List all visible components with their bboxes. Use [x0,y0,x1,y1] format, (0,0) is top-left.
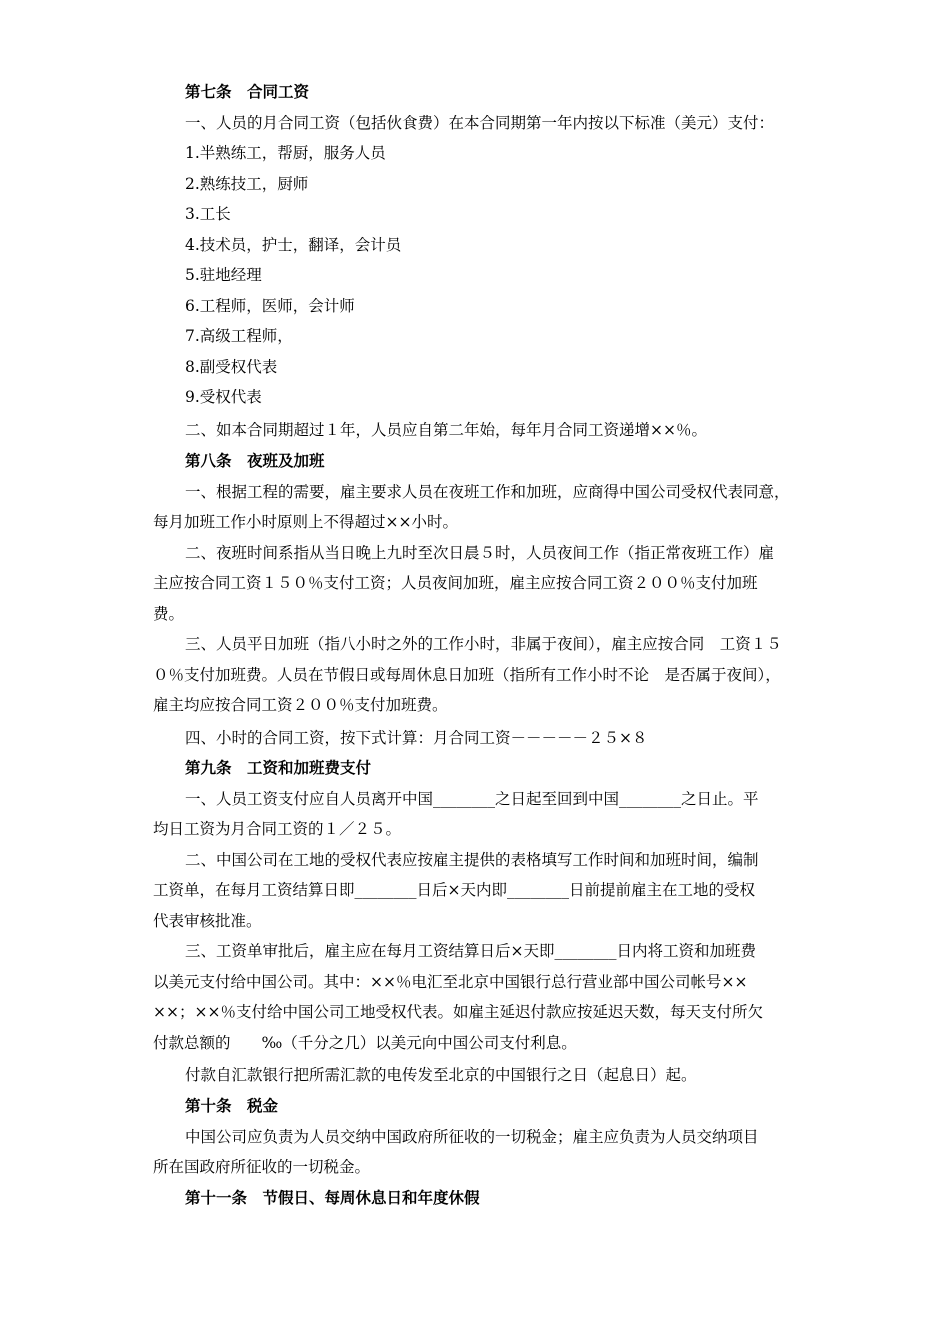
article-9-clause-1-line-1: 一、人员工资支付应自人员离开中国________之日起至回到中国________之日止。平 [185,790,759,808]
list-item: 9.受权代表 [185,388,262,406]
article-9-clause-1-line-2: 均日工资为月合同工资的１／２５。 [153,820,402,838]
article-8-heading: 第八条 夜班及加班 [185,452,325,470]
article-9-clause-2-line-3: 代表审核批准。 [153,912,262,930]
article-8-clause-4: 四、小时的合同工资，按下式计算：月合同工资－－－－－２５×８ [185,729,648,747]
article-8-clause-1-line-1: 一、根据工程的需要，雇主要求人员在夜班工作和加班，应商得中国公司受权代表同意， [185,483,790,501]
article-8-clause-3-line-3: 雇主均应按合同工资２００％支付加班费。 [153,696,448,714]
article-9-clause-2-line-2: 工资单，在每月工资结算日即________日后×天内即________日前提前雇主在工地的受权 [153,881,755,899]
list-item: 4.技术员，护士，翻译，会计员 [185,236,402,254]
list-item: 6.工程师，医师，会计师 [185,297,355,315]
article-9-clause-3-line-1: 三、工资单审批后，雇主应在每月工资结算日后×天即________日内将工资和加班费 [185,942,756,960]
list-item: 1.半熟练工，帮厨，服务人员 [185,144,386,162]
article-8-clause-3-line-1: 三、人员平日加班（指八小时之外的工作小时，非属于夜间），雇主应按合同 工资１５ [185,635,782,653]
article-8-clause-2-line-3: 费。 [153,605,185,623]
article-9-clause-3-line-4: 付款总额的 ‰（千分之几）以美元向中国公司支付利息。 [153,1034,577,1052]
article-9-clause-3-line-3: ××；××％支付给中国公司工地受权代表。如雇主延迟付款应按延迟天数，每天支付所欠 [153,1003,763,1021]
article-7-heading: 第七条 合同工资 [185,83,310,101]
list-item: 2.熟练技工，厨师 [185,175,309,193]
list-item: 3.工长 [185,205,231,223]
article-8-clause-1-line-2: 每月加班工作小时原则上不得超过××小时。 [153,513,458,531]
article-10-line-1: 中国公司应负责为人员交纳中国政府所征收的一切税金；雇主应负责为人员交纳项目 [185,1128,759,1146]
article-8-clause-2-line-2: 主应按合同工资１５０％支付工资；人员夜间加班，雇主应按合同工资２００％支付加班 [153,574,758,592]
article-10-line-2: 所在国政府所征收的一切税金。 [153,1158,371,1176]
article-10-heading: 第十条 税金 [185,1097,279,1115]
article-11-heading: 第十一条 节假日、每周休息日和年度休假 [185,1189,480,1207]
article-8-clause-3-line-2: ０％支付加班费。人员在节假日或每周休息日加班（指所有工作小时不论 是否属于夜间）， [153,666,781,684]
article-9-clause-2-line-1: 二、中国公司在工地的受权代表应按雇主提供的表格填写工作时间和加班时间，编制 [185,851,759,869]
article-9-clause-4: 付款自汇款银行把所需汇款的电传发至北京的中国银行之日（起息日）起。 [185,1066,697,1084]
article-7-clause-2: 二、如本合同期超过１年，人员应自第二年始，每年月合同工资递增××％。 [185,421,707,439]
list-item: 5.驻地经理 [185,266,262,284]
article-9-clause-3-line-2: 以美元支付给中国公司。其中：××％电汇至北京中国银行总行营业部中国公司帐号×× [153,973,748,991]
article-7-intro: 一、人员的月合同工资（包括伙食费）在本合同期第一年内按以下标准（美元）支付： [185,114,775,132]
list-item: 7.高级工程师， [185,327,293,345]
list-item: 8.副受权代表 [185,358,278,376]
article-9-heading: 第九条 工资和加班费支付 [185,759,372,777]
article-8-clause-2-line-1: 二、夜班时间系指从当日晚上九时至次日晨５时，人员夜间工作（指正常夜班工作）雇 [185,544,775,562]
